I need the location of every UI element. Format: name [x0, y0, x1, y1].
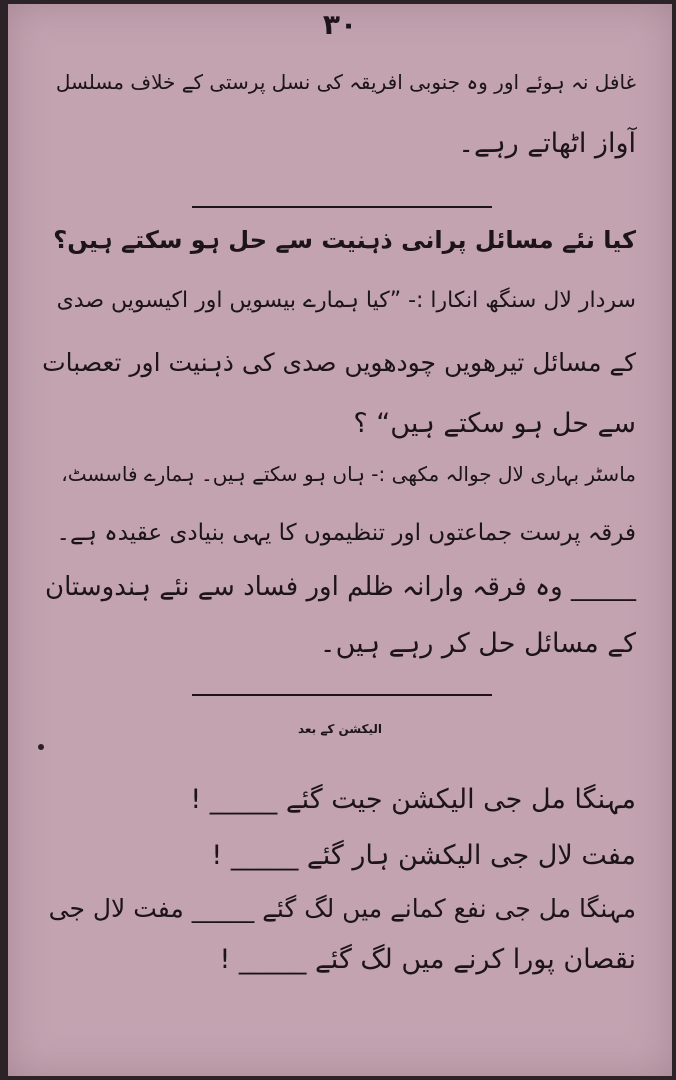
text-line: سے حل ہو سکتے ہیں“ ؟ — [353, 408, 636, 439]
section-heading: کیا نئے مسائل پرانی ذہنیت سے حل ہو سکتے ہیں؟ — [53, 226, 636, 254]
ink-spot — [38, 744, 44, 750]
paragraph-line: غافل نہ ہوئے اور وہ جنوبی افریقہ کی نسل پرستی کے خلاف مسلسل — [55, 70, 636, 94]
section-divider — [192, 206, 492, 208]
text-line: کے مسائل تیرھویں چودھویں صدی کی ذہنیت اور تعصبات — [42, 348, 636, 377]
text-line: مہنگا مل جی نفع کمانے میں لگ گئے _____ مفت لال جی — [48, 894, 636, 923]
book-page — [8, 4, 672, 1076]
text-line: ماسٹر بہاری لال جوالہ مکھی :- ہاں ہو سکتے ہیں۔ ہمارے فاسسٹ، — [61, 462, 636, 486]
text-line: نقصان پورا کرنے میں لگ گئے _____ ! — [219, 944, 636, 975]
text-line: فرقہ پرست جماعتوں اور تنظیموں کا یہی بنیادی عقیدہ ہے۔ — [56, 520, 636, 546]
text-line: کے مسائل حل کر رہے ہیں۔ — [319, 628, 636, 659]
section-divider — [192, 694, 492, 696]
text-line: مفت لال جی الیکشن ہار گئے _____ ! — [211, 840, 636, 871]
page-number: ۳۰ — [322, 8, 358, 41]
text-line: سردار لال سنگھ انکارا :- ”کیا ہمارے بیسویں اور اکیسویں صدی — [56, 288, 636, 313]
text-line: مہنگا مل جی الیکشن جیت گئے _____ ! — [190, 784, 636, 815]
text-line: _____ وہ فرقہ وارانہ ظلم اور فساد سے نئے ہندوستان — [45, 572, 636, 602]
paragraph-line: آواز اٹھاتے رہے۔ — [458, 128, 636, 159]
section-heading: الیکشن کے بعد — [297, 722, 383, 736]
